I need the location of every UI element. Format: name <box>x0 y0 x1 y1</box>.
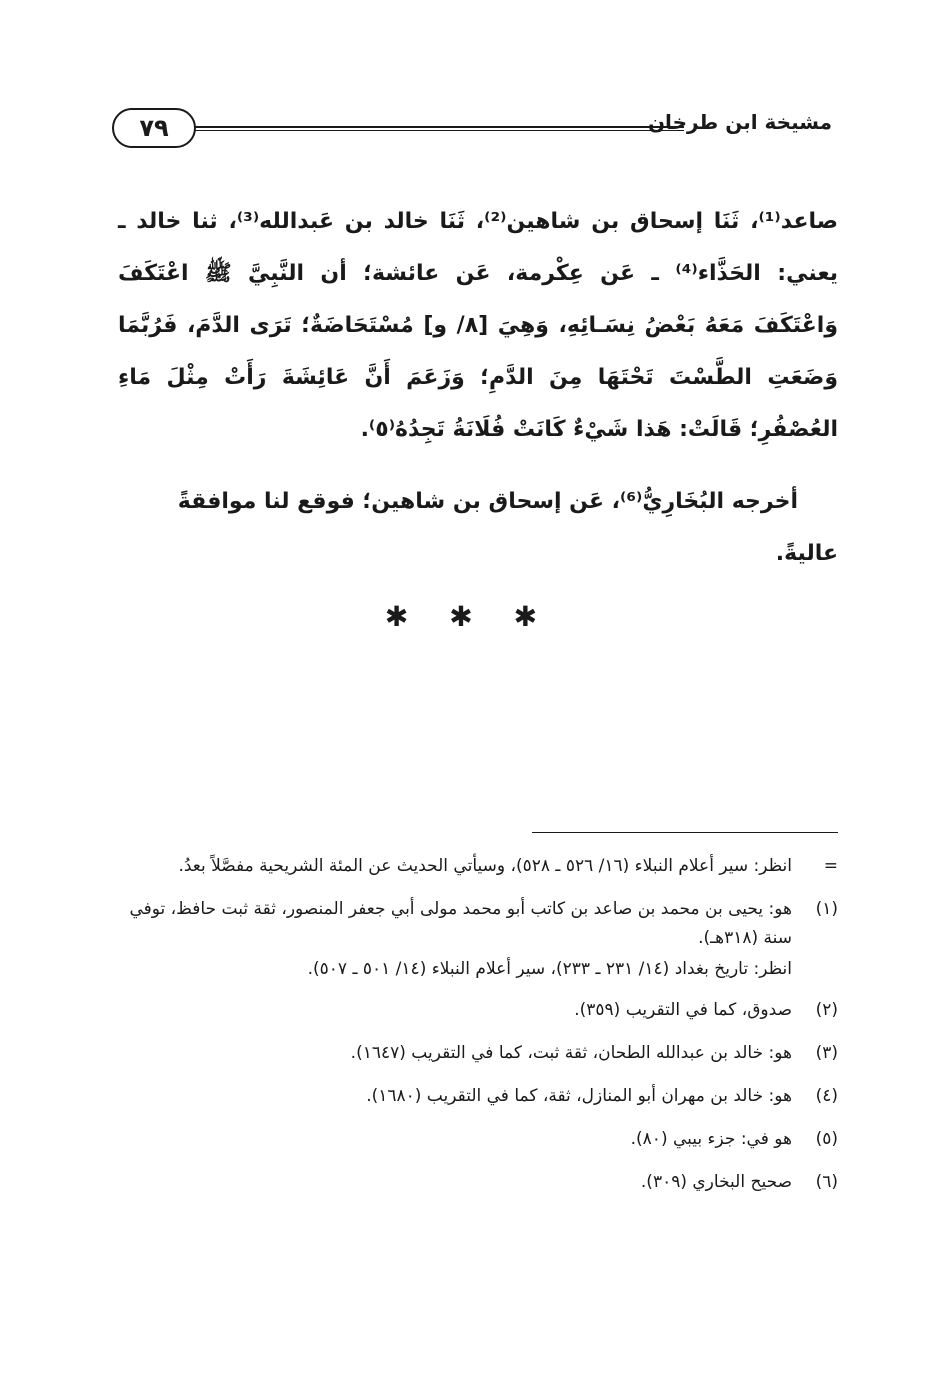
footnote-text: انظر: سير أعلام النبلاء (١٦/ ٥٢٦ ـ ٥٢٨)، وسيأتي الحديث عن المئة الشريحية مفصَّلاً بعدُ. <box>178 856 792 876</box>
header-rule <box>194 126 684 131</box>
footnote-text: صدوق، كما في التقريب (٣٥٩). <box>574 1000 792 1020</box>
footnote-marker: (٤) <box>815 1086 838 1106</box>
footnote-text: هو: خالد بن عبدالله الطحان، ثقة ثبت، كما في التقريب (١٦٤٧). <box>350 1043 792 1063</box>
footnote-5 <box>112 1125 838 1154</box>
footnote-separator <box>532 832 838 833</box>
footnote-4 <box>112 1082 838 1111</box>
running-header <box>112 100 832 156</box>
footnote-marker: (٦) <box>815 1172 838 1192</box>
footnote-marker: = <box>823 856 838 876</box>
footnote-text: هو: يحيى بن محمد بن صاعد بن كاتب أبو محمد مولى أبي جعفر المنصور، ثقة ثبت حافظ، توفي سنة (٣١٨هـ). <box>129 899 792 948</box>
footnote-text: هو: خالد بن مهران أبو المنازل، ثقة، كما في التقريب (١٦٨٠). <box>366 1086 792 1106</box>
footnote-1-reference: انظر: تاريخ بغداد (١٤/ ٢٣١ ـ ٢٣٣)، سير أعلام النبلاء (١٤/ ٥٠١ ـ ٥٠٧). <box>307 959 792 979</box>
footnote-marker: (٥) <box>815 1129 838 1149</box>
takhrij-note: أخرجه البُخَارِيُّ⁽⁶⁾، عَن إسحاق بن شاهين؛ فوقع لنا موافقةً عاليةً. <box>177 489 838 566</box>
footnote-continuation <box>112 852 838 881</box>
footnote-text: صحيح البخاري (٣٠٩). <box>640 1172 792 1192</box>
footnote-1 <box>112 895 838 953</box>
footnote-2 <box>112 996 838 1025</box>
footnote-3 <box>112 1039 838 1068</box>
hadith-text: صاعد⁽¹⁾، ثَنَا إسحاق بن شاهين⁽²⁾، ثَنَا خالد بن عَبدالله⁽³⁾، ثنا خالد ـ يعني: الحَذَّاء⁽⁴⁾ ـ عَن عِكْرمة، عَن عائشة؛ أن النَّبِيَّ ﷺ اعْتَكَفَ وَاعْتَكَفَ مَعَهُ بَعْضُ نِسَـائِهِ، وَهِيَ [٨/ و] مُسْتَحَاضَةٌ؛ تَرَى الدَّمَ، فَرُبَّمَا وَضَعَتِ الطَّسْتَ تَحْتَهَا مِنَ الدَّمِ؛ وَزَعَمَ أَنَّ عَائِشَةَ رَأَتْ مِثْلَ مَاءِ العُصْفُرِ؛ قَالَتْ: هَذا شَيْءٌ كَانَتْ فُلَانَةُ تَجِدُهُ⁽٥⁾. <box>118 209 839 442</box>
footnote-6 <box>112 1168 838 1197</box>
footnote-marker: (١) <box>815 899 838 919</box>
book-title: مشيخة ابن طرخان <box>647 110 832 134</box>
footnote-text: هو في: جزء بيبي (٨٠). <box>630 1129 792 1149</box>
footnote-marker: (٣) <box>815 1043 838 1063</box>
page-number: ٧٩ <box>112 108 196 148</box>
section-ornament: ✱ ✱ ✱ <box>384 600 554 633</box>
footnotes <box>112 852 838 1211</box>
footnote-marker: (٢) <box>815 1000 838 1020</box>
